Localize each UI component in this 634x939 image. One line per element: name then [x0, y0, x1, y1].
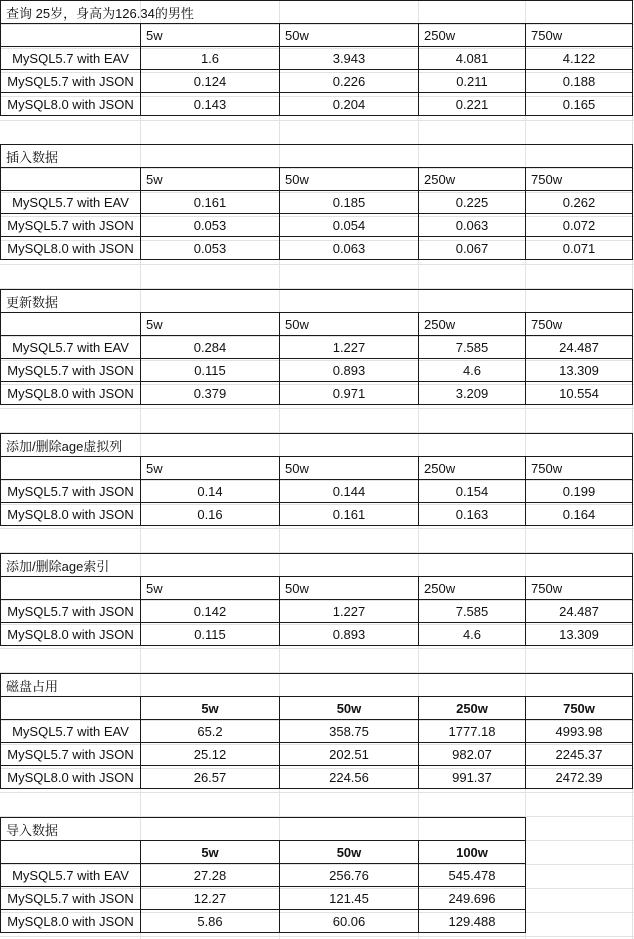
- value-cell[interactable]: 0.072: [526, 214, 633, 237]
- value-cell[interactable]: 1.227: [280, 600, 419, 623]
- value-cell[interactable]: 0.163: [419, 503, 526, 526]
- section-title-row: [1, 554, 633, 577]
- table-row: [1, 600, 633, 623]
- value-cell[interactable]: 982.07: [419, 743, 526, 766]
- value-cell[interactable]: 0.204: [280, 93, 419, 116]
- gridline-horizontal: [0, 648, 634, 649]
- gridline-horizontal: [0, 936, 634, 937]
- header-cell-empty[interactable]: [1, 577, 141, 600]
- row-label[interactable]: MySQL5.7 with JSON: [1, 600, 141, 623]
- row-label[interactable]: MySQL5.7 with JSON: [1, 214, 141, 237]
- value-cell[interactable]: 13.309: [526, 359, 633, 382]
- value-cell[interactable]: 0.893: [280, 359, 419, 382]
- value-cell[interactable]: 0.154: [419, 480, 526, 503]
- value-cell[interactable]: 0.199: [526, 480, 633, 503]
- section-title-row: [1, 145, 633, 168]
- value-cell[interactable]: 129.488: [419, 910, 526, 933]
- header-cell-empty[interactable]: [1, 457, 141, 480]
- value-cell[interactable]: 2245.37: [526, 743, 633, 766]
- row-label[interactable]: MySQL8.0 with JSON: [1, 623, 141, 646]
- value-cell[interactable]: 0.226: [280, 70, 419, 93]
- column-header[interactable]: 750w: [526, 24, 633, 47]
- section-table-4: [0, 553, 633, 646]
- column-header[interactable]: 100w: [419, 841, 526, 864]
- data-table: [0, 817, 526, 933]
- value-cell[interactable]: 24.487: [526, 600, 633, 623]
- row-label[interactable]: MySQL5.7 with JSON: [1, 743, 141, 766]
- table-row: [1, 720, 633, 743]
- column-header[interactable]: 750w: [526, 457, 633, 480]
- value-cell[interactable]: 0.185: [280, 191, 419, 214]
- table-row: [1, 70, 633, 93]
- value-cell[interactable]: 4.122: [526, 47, 633, 70]
- table-row: [1, 191, 633, 214]
- data-table: [0, 289, 633, 405]
- column-header[interactable]: 5w: [141, 577, 280, 600]
- table-row: [1, 214, 633, 237]
- value-cell[interactable]: 0.067: [419, 237, 526, 260]
- column-header[interactable]: 750w: [526, 577, 633, 600]
- value-cell[interactable]: 7.585: [419, 600, 526, 623]
- row-label[interactable]: MySQL5.7 with JSON: [1, 70, 141, 93]
- table-row: [1, 864, 526, 887]
- row-label[interactable]: MySQL8.0 with JSON: [1, 237, 141, 260]
- header-row: [1, 577, 633, 600]
- value-cell[interactable]: 0.262: [526, 191, 633, 214]
- value-cell[interactable]: 0.071: [526, 237, 633, 260]
- value-cell[interactable]: 2472.39: [526, 766, 633, 789]
- section-title[interactable]: 查询 25岁，身高为126.34的男性: [1, 1, 633, 24]
- value-cell[interactable]: 0.211: [419, 70, 526, 93]
- value-cell[interactable]: 0.165: [526, 93, 633, 116]
- gridline-horizontal: [0, 264, 634, 265]
- column-header[interactable]: 250w: [419, 24, 526, 47]
- section-table-2: [0, 289, 633, 405]
- header-row: [1, 313, 633, 336]
- column-header[interactable]: 50w: [280, 577, 419, 600]
- value-cell[interactable]: 0.115: [141, 359, 280, 382]
- column-header[interactable]: 250w: [419, 697, 526, 720]
- value-cell[interactable]: 0.284: [141, 336, 280, 359]
- value-cell[interactable]: 0.893: [280, 623, 419, 646]
- section-title[interactable]: 磁盘占用: [1, 674, 633, 697]
- section-table-0: [0, 0, 633, 116]
- table-row: [1, 359, 633, 382]
- value-cell[interactable]: 65.2: [141, 720, 280, 743]
- value-cell[interactable]: 0.225: [419, 191, 526, 214]
- data-table: [0, 0, 633, 116]
- column-header[interactable]: 50w: [280, 313, 419, 336]
- value-cell[interactable]: 10.554: [526, 382, 633, 405]
- value-cell[interactable]: 1.6: [141, 47, 280, 70]
- gridline-horizontal: [0, 120, 634, 121]
- row-label[interactable]: MySQL5.7 with EAV: [1, 191, 141, 214]
- value-cell[interactable]: 0.379: [141, 382, 280, 405]
- column-header[interactable]: 750w: [526, 313, 633, 336]
- table-row: [1, 910, 526, 933]
- header-cell-empty[interactable]: [1, 168, 141, 191]
- value-cell[interactable]: 0.143: [141, 93, 280, 116]
- value-cell[interactable]: 1.227: [280, 336, 419, 359]
- value-cell[interactable]: 249.696: [419, 887, 526, 910]
- header-row: [1, 841, 526, 864]
- value-cell[interactable]: 5.86: [141, 910, 280, 933]
- table-row: [1, 237, 633, 260]
- value-cell[interactable]: 224.56: [280, 766, 419, 789]
- row-label[interactable]: MySQL8.0 with JSON: [1, 382, 141, 405]
- row-label[interactable]: MySQL8.0 with JSON: [1, 503, 141, 526]
- column-header[interactable]: 250w: [419, 457, 526, 480]
- value-cell[interactable]: 0.053: [141, 214, 280, 237]
- data-table: [0, 673, 633, 789]
- header-cell-empty[interactable]: [1, 313, 141, 336]
- section-title[interactable]: 插入数据: [1, 145, 633, 168]
- section-title-row: [1, 818, 526, 841]
- table-row: [1, 93, 633, 116]
- table-row: [1, 47, 633, 70]
- value-cell[interactable]: 358.75: [280, 720, 419, 743]
- value-cell[interactable]: 0.161: [280, 503, 419, 526]
- row-label[interactable]: MySQL5.7 with JSON: [1, 480, 141, 503]
- column-header[interactable]: 50w: [280, 24, 419, 47]
- value-cell[interactable]: 0.063: [280, 237, 419, 260]
- column-header[interactable]: 250w: [419, 313, 526, 336]
- value-cell[interactable]: 27.28: [141, 864, 280, 887]
- row-label[interactable]: MySQL5.7 with EAV: [1, 720, 141, 743]
- column-header[interactable]: 5w: [141, 841, 280, 864]
- section-title-row: [1, 1, 633, 24]
- header-cell-empty[interactable]: [1, 697, 141, 720]
- section-title-row: [1, 674, 633, 697]
- column-header[interactable]: 750w: [526, 168, 633, 191]
- value-cell[interactable]: 0.221: [419, 93, 526, 116]
- column-header[interactable]: 5w: [141, 313, 280, 336]
- section-title-row: [1, 290, 633, 313]
- column-header[interactable]: 50w: [280, 841, 419, 864]
- section-table-5: [0, 673, 633, 789]
- value-cell[interactable]: 0.144: [280, 480, 419, 503]
- column-header[interactable]: 5w: [141, 24, 280, 47]
- section-table-3: [0, 433, 633, 526]
- gridline-horizontal: [0, 528, 634, 529]
- row-label[interactable]: MySQL5.7 with EAV: [1, 47, 141, 70]
- value-cell[interactable]: 0.14: [141, 480, 280, 503]
- header-cell-empty[interactable]: [1, 24, 141, 47]
- table-row: [1, 382, 633, 405]
- value-cell[interactable]: 24.487: [526, 336, 633, 359]
- section-title[interactable]: 添加/删除age索引: [1, 554, 633, 577]
- data-table: [0, 433, 633, 526]
- table-row: [1, 623, 633, 646]
- value-cell[interactable]: 0.115: [141, 623, 280, 646]
- row-label[interactable]: MySQL8.0 with JSON: [1, 766, 141, 789]
- table-row: [1, 480, 633, 503]
- value-cell[interactable]: 4.6: [419, 623, 526, 646]
- table-row: [1, 887, 526, 910]
- value-cell[interactable]: 121.45: [280, 887, 419, 910]
- column-header[interactable]: 50w: [280, 697, 419, 720]
- value-cell[interactable]: 4.081: [419, 47, 526, 70]
- value-cell[interactable]: 0.142: [141, 600, 280, 623]
- value-cell[interactable]: 3.209: [419, 382, 526, 405]
- row-label[interactable]: MySQL8.0 with JSON: [1, 93, 141, 116]
- data-table: [0, 553, 633, 646]
- column-header[interactable]: 750w: [526, 697, 633, 720]
- column-header[interactable]: 5w: [141, 457, 280, 480]
- value-cell[interactable]: 4.6: [419, 359, 526, 382]
- value-cell[interactable]: 0.164: [526, 503, 633, 526]
- header-row: [1, 24, 633, 47]
- header-row: [1, 697, 633, 720]
- value-cell[interactable]: 256.76: [280, 864, 419, 887]
- row-label[interactable]: MySQL5.7 with EAV: [1, 336, 141, 359]
- gridline-horizontal: [0, 408, 634, 409]
- value-cell[interactable]: 545.478: [419, 864, 526, 887]
- value-cell[interactable]: 0.124: [141, 70, 280, 93]
- section-table-1: [0, 144, 633, 260]
- value-cell[interactable]: 0.971: [280, 382, 419, 405]
- header-row: [1, 168, 633, 191]
- table-row: [1, 743, 633, 766]
- column-header[interactable]: 250w: [419, 577, 526, 600]
- value-cell[interactable]: 60.06: [280, 910, 419, 933]
- section-title[interactable]: 导入数据: [1, 818, 526, 841]
- table-row: [1, 336, 633, 359]
- header-cell-empty[interactable]: [1, 841, 141, 864]
- column-header[interactable]: 50w: [280, 457, 419, 480]
- value-cell[interactable]: 13.309: [526, 623, 633, 646]
- value-cell[interactable]: 26.57: [141, 766, 280, 789]
- data-table: [0, 144, 633, 260]
- header-row: [1, 457, 633, 480]
- value-cell[interactable]: 12.27: [141, 887, 280, 910]
- value-cell[interactable]: 25.12: [141, 743, 280, 766]
- value-cell[interactable]: 0.054: [280, 214, 419, 237]
- column-header[interactable]: 250w: [419, 168, 526, 191]
- section-title[interactable]: 添加/删除age虚拟列: [1, 434, 633, 457]
- row-label[interactable]: MySQL5.7 with JSON: [1, 887, 141, 910]
- value-cell[interactable]: 7.585: [419, 336, 526, 359]
- section-title[interactable]: 更新数据: [1, 290, 633, 313]
- value-cell[interactable]: 991.37: [419, 766, 526, 789]
- column-header[interactable]: 5w: [141, 168, 280, 191]
- column-header[interactable]: 50w: [280, 168, 419, 191]
- value-cell[interactable]: 0.161: [141, 191, 280, 214]
- row-label[interactable]: MySQL5.7 with EAV: [1, 864, 141, 887]
- value-cell[interactable]: 0.053: [141, 237, 280, 260]
- section-table-6: [0, 817, 526, 933]
- value-cell[interactable]: 0.188: [526, 70, 633, 93]
- column-header[interactable]: 5w: [141, 697, 280, 720]
- row-label[interactable]: MySQL5.7 with JSON: [1, 359, 141, 382]
- value-cell[interactable]: 0.063: [419, 214, 526, 237]
- row-label[interactable]: MySQL8.0 with JSON: [1, 910, 141, 933]
- value-cell[interactable]: 3.943: [280, 47, 419, 70]
- table-row: [1, 766, 633, 789]
- section-title-row: [1, 434, 633, 457]
- gridline-horizontal: [0, 792, 634, 793]
- value-cell[interactable]: 202.51: [280, 743, 419, 766]
- table-row: [1, 503, 633, 526]
- value-cell[interactable]: 0.16: [141, 503, 280, 526]
- value-cell[interactable]: 4993.98: [526, 720, 633, 743]
- value-cell[interactable]: 1777.18: [419, 720, 526, 743]
